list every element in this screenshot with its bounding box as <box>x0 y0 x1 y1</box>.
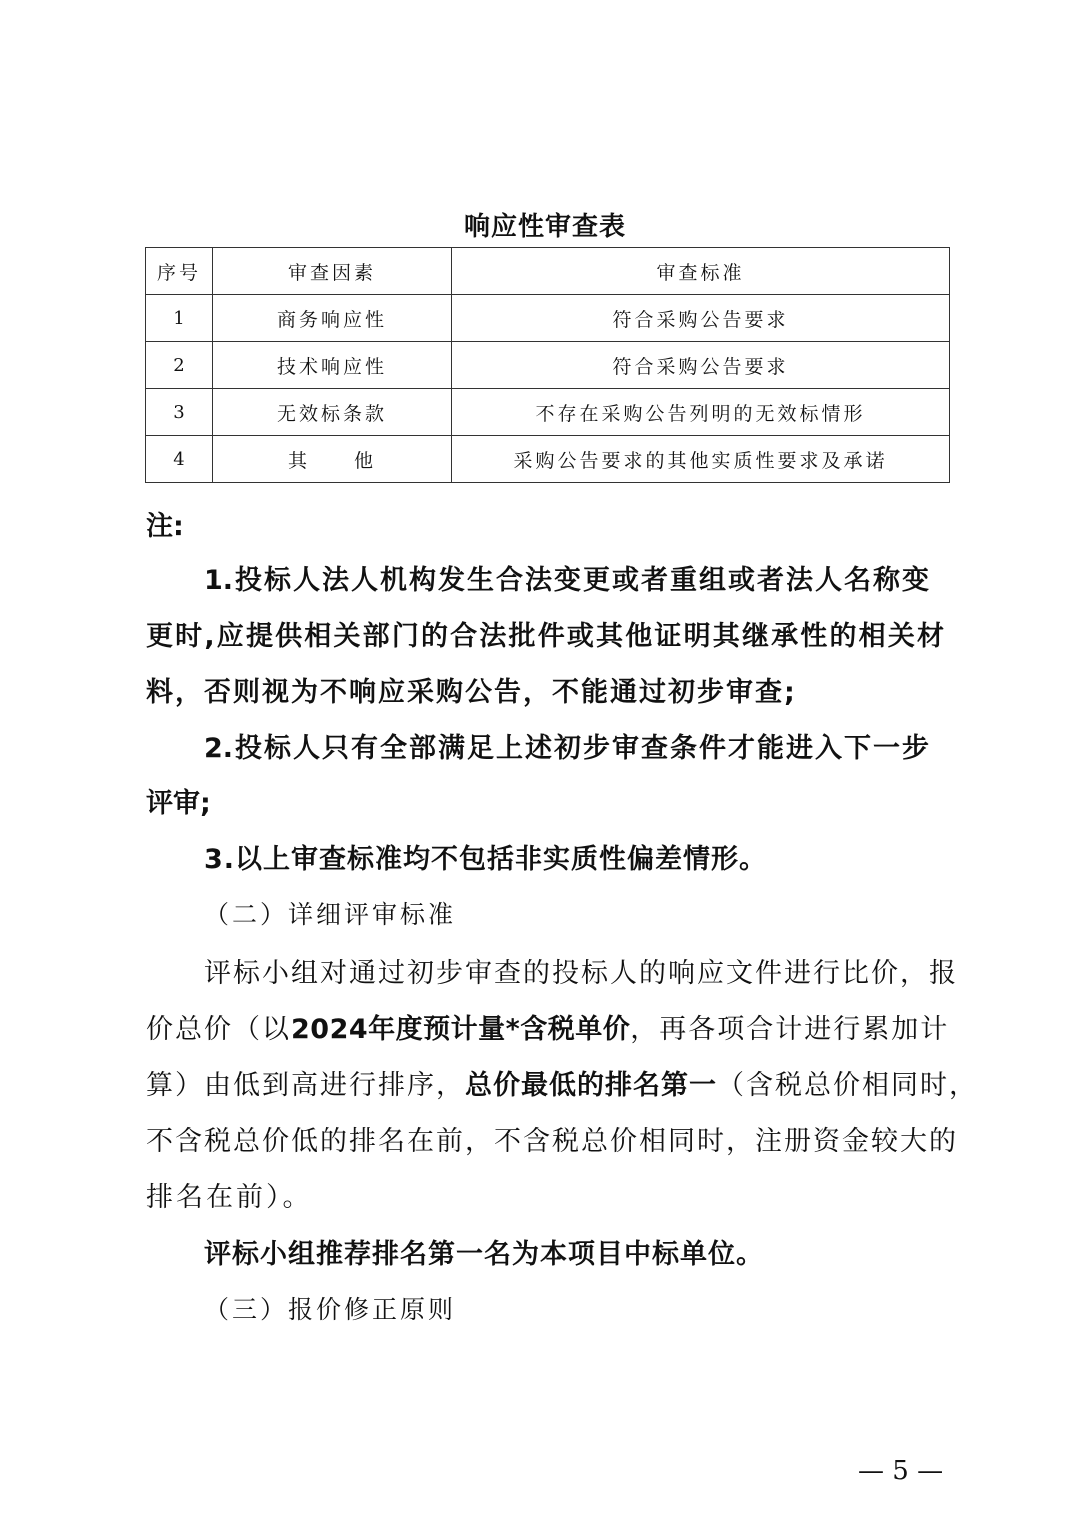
note-2-line-1: 2.投标人只有全部满足上述初步审查条件才能进入下一步 <box>204 733 929 764</box>
table-header-row <box>146 248 950 295</box>
line-2-part-c: ，再各项合计进行累加计 <box>630 1014 950 1045</box>
review-table <box>145 247 950 483</box>
row-factor: 其 他 <box>213 436 452 483</box>
note-1-line-2: 更时,应提供相关部门的合法批件或其他证明其继承性的相关材 <box>146 621 944 652</box>
table-row <box>146 436 950 483</box>
line-2-part-b: 2024年度预计量*含税单价 <box>291 1014 631 1045</box>
row-standard: 符合采购公告要求 <box>452 342 950 389</box>
row-factor: 商务响应性 <box>213 295 452 342</box>
note-2-line-2: 评审; <box>146 788 211 819</box>
line-3-part-a: 算）由低到高进行排序， <box>146 1070 465 1101</box>
row-no: 4 <box>146 436 213 483</box>
table-row <box>146 389 950 436</box>
section-2-para-line-1: 评标小组对通过初步审查的投标人的响应文件进行比价，报 <box>204 958 958 989</box>
notes-label: 注: <box>146 511 184 542</box>
row-no: 3 <box>146 389 213 436</box>
row-no: 1 <box>146 295 213 342</box>
header-standard: 审查标准 <box>452 248 950 295</box>
section-2-para-line-4: 不含税总价低的排名在前，不含税总价相同时，注册资金较大的 <box>146 1126 958 1157</box>
row-no: 2 <box>146 342 213 389</box>
row-standard: 符合采购公告要求 <box>452 295 950 342</box>
section-2-para-line-2 <box>146 1007 950 1046</box>
section-2-heading: （二）详细评审标准 <box>204 900 457 929</box>
note-1-line-1: 1.投标人法人机构发生合法变更或者重组或者法人名称变 <box>204 565 929 596</box>
row-factor: 技术响应性 <box>213 342 452 389</box>
line-3-part-c: （含税总价相同时， <box>717 1070 978 1101</box>
section-2-para-line-5: 排名在前）。 <box>146 1182 313 1213</box>
line-2-part-a: 价总价（以 <box>146 1014 291 1045</box>
section-3-heading: （三）报价修正原则 <box>204 1295 457 1324</box>
section-2-para-line-3 <box>146 1063 978 1102</box>
note-1-line-3: 料，否则视为不响应采购公告，不能通过初步审查; <box>146 677 797 708</box>
line-3-part-b: 总价最低的排名第一 <box>465 1070 717 1101</box>
header-factor: 审查因素 <box>213 248 452 295</box>
table-row <box>146 295 950 342</box>
header-no: 序号 <box>146 248 213 295</box>
row-standard: 不存在采购公告列明的无效标情形 <box>452 389 950 436</box>
table-title: 响应性审查表 <box>463 212 626 242</box>
table-row <box>146 342 950 389</box>
row-factor: 无效标条款 <box>213 389 452 436</box>
section-2-recommend: 评标小组推荐排名第一名为本项目中标单位。 <box>204 1239 764 1270</box>
page-number: — 5 — <box>858 1456 944 1486</box>
note-3: 3.以上审查标准均不包括非实质性偏差情形。 <box>204 844 768 875</box>
row-standard: 采购公告要求的其他实质性要求及承诺 <box>452 436 950 483</box>
